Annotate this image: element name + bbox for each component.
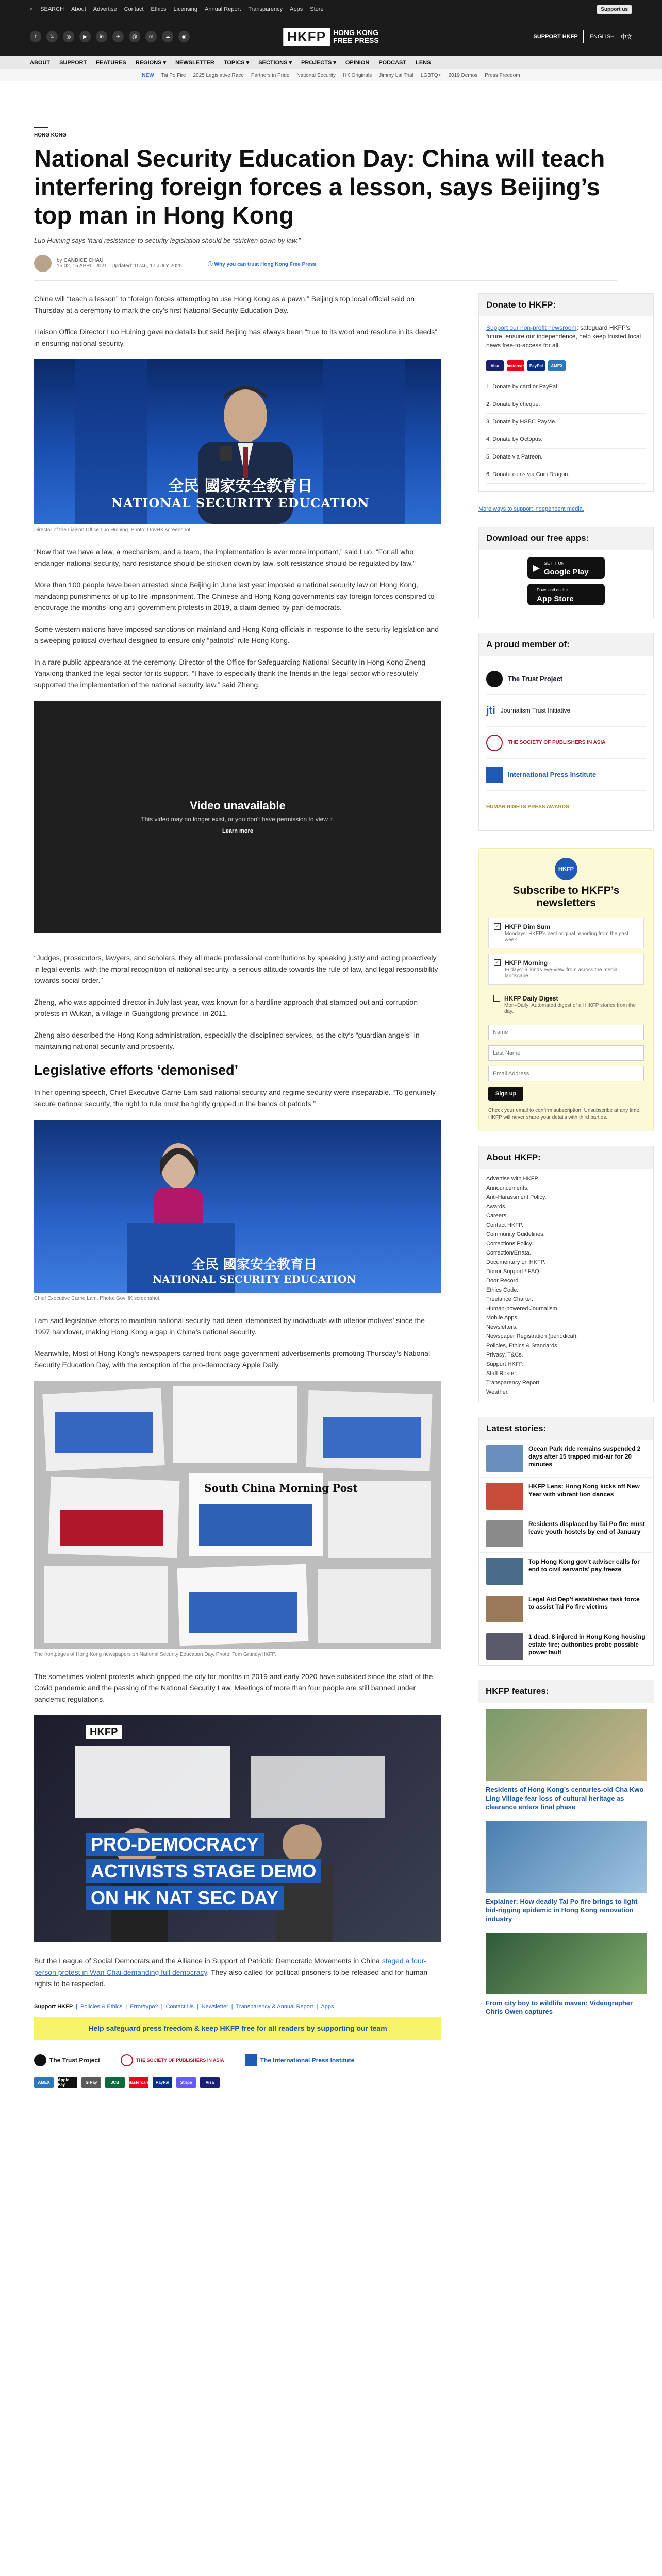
feature-image[interactable] <box>486 1709 647 1781</box>
story-item[interactable]: Residents displaced by Tai Po fire must leave youth hostels by end of January <box>479 1515 653 1553</box>
paragraph: Lam said legislative efforts to maintain national security had been ‘demonised by individuals with ulterior motives’ since the 1997 handover, making Hong Kong a gap in China’s national security. <box>34 1316 425 1336</box>
ipi-logo[interactable]: International Press Institute <box>486 759 646 791</box>
proud-member-widget <box>478 633 654 831</box>
mastercard-icon: Mastercard <box>129 2077 148 2088</box>
ipi-logo[interactable]: The International Press Institute <box>245 2054 355 2066</box>
section-heading: Legislative efforts ‘demonised’ <box>34 1062 239 1078</box>
trending-link[interactable]: HK Originals <box>342 72 372 78</box>
article-header <box>0 81 662 281</box>
about-link[interactable]: Awards. <box>486 1204 507 1210</box>
about-link[interactable]: Donor Support / FAQ. <box>486 1268 541 1275</box>
inline-link[interactable]: staged a four-person protest in Wan Chai demanding full democracy <box>34 1957 427 1976</box>
author-avatar <box>34 255 52 272</box>
support-links-row: Support HKFP | Policies & Ethics | Error/typo? | Contact Us | Newsletter | Transparency & Annual Report | Apps <box>34 2004 334 2010</box>
article-title: National Security Education Day: China will teach interfering foreign forces a lesson, says Beijing’s top man in Hong Kong <box>34 145 605 229</box>
top-utility-bar <box>0 0 662 19</box>
features-title: HKFP features: <box>478 1680 654 1703</box>
story-thumbnail <box>486 1558 523 1585</box>
about-link[interactable]: Anti-Harassment Policy. <box>486 1194 547 1200</box>
trust-link[interactable]: ⓘ Why you can trust Hong Kong Free Press <box>207 261 316 267</box>
about-link[interactable]: Ethics Code. <box>486 1287 519 1293</box>
donate-option[interactable]: 3. Donate by HSBC PayMe. <box>486 414 646 431</box>
donate-option[interactable]: 2. Donate by cheque. <box>486 396 646 414</box>
trust-project-logo[interactable]: The Trust Project <box>34 2054 100 2066</box>
about-link[interactable]: Transparency Report. <box>486 1380 541 1386</box>
proud-title: A proud member of: <box>479 633 653 656</box>
story-item[interactable]: Ocean Park ride remains suspended 2 days after 15 trapped mid-air for 20 minutes <box>479 1440 653 1478</box>
story-thumbnail <box>486 1445 523 1472</box>
visa-icon: Visa <box>200 2077 220 2088</box>
promo-headline-line1: PRO-DEMOCRACY <box>86 1833 264 1856</box>
photo-sign-english: NATIONAL SECURITY EDUCATION <box>111 496 370 511</box>
topbar-link-store[interactable]: Store <box>310 6 324 12</box>
about-link[interactable]: Careers. <box>486 1213 508 1219</box>
trending-link[interactable]: LGBTQ+ <box>420 72 441 78</box>
photo-sign-english: NATIONAL SECURITY EDUCATION <box>153 1273 356 1285</box>
trending-bar <box>0 69 662 81</box>
donate-payment-icons <box>486 360 646 371</box>
newsletter-option-dimsum[interactable]: ✓ HKFP Dim Sum Mondays: HKFP’s best original reporting from the past week. <box>488 918 644 948</box>
app-store-button[interactable]: Download on the App Store <box>527 584 605 605</box>
support-hkfp-link[interactable]: Support HKFP <box>34 2004 73 2010</box>
nav-lens[interactable]: LENS <box>416 59 431 66</box>
bluesky-icon[interactable]: ☁ <box>162 31 173 42</box>
newspaper-stand-illustration <box>34 1381 441 1649</box>
logo-mark: HKFP <box>283 28 330 46</box>
story-thumbnail <box>486 1483 523 1510</box>
topbar-link-ethics[interactable]: Ethics <box>151 6 167 12</box>
story-thumbnail <box>486 1520 523 1547</box>
donate-option[interactable]: 1. Donate by card or PayPal. <box>486 379 646 396</box>
about-link[interactable]: Weather. <box>486 1389 509 1395</box>
feature-image[interactable] <box>486 1933 647 1994</box>
paragraph: Meanwhile, Most of Hong Kong’s newspapers carried front-page government advertisements promoting Thursday’s National Security Education Day, with the exception of the pro-democracy Apple Daily. <box>34 1349 431 1369</box>
photo-newspapers <box>34 1381 441 1649</box>
topbar-link-contact[interactable]: Contact <box>124 6 144 12</box>
photo-luo-huining <box>34 359 441 524</box>
about-link[interactable]: Announcements. <box>486 1185 529 1191</box>
jti-logo[interactable]: jti Journalism Trust Initiative <box>486 695 646 727</box>
donate-option[interactable]: 4. Donate by Octopus. <box>486 431 646 449</box>
about-widget <box>478 1146 654 1402</box>
paragraph: “Judges, prosecutors, lawyers, and scholars, they all made professional contributions by speaking justly and acting proactively in legal events, with the moral recognition of national security, a serious attitude towards the rule of law, and legal responsibility towards social order.” <box>34 954 438 985</box>
photo-carrie-lam <box>34 1120 441 1293</box>
trending-link[interactable]: Tai Po Fire <box>161 72 186 78</box>
support-banner[interactable]: Help safeguard press freedom & keep HKFP free for all readers by supporting our team <box>34 2017 441 2040</box>
nav-support[interactable]: SUPPORT <box>59 59 87 66</box>
article-body <box>34 293 441 2088</box>
donate-option[interactable]: 5. Donate via Patreon. <box>486 449 646 466</box>
footer-link[interactable]: Transparency & Annual Report <box>236 2004 313 2010</box>
feature-title[interactable]: From city boy to wildlife maven: Videographer Chris Owen captures <box>486 1999 633 2015</box>
footer-link[interactable]: Apps <box>321 2004 334 2010</box>
jcb-icon: JCB <box>105 2077 125 2088</box>
about-link[interactable]: Documentary on HKFP. <box>486 1259 545 1265</box>
topbar-link-transparency[interactable]: Transparency <box>248 6 283 12</box>
story-item[interactable]: HKFP Lens: Hong Kong kicks off New Year with vibrant lion dances <box>479 1478 653 1515</box>
search-icon[interactable]: ⌕ <box>30 6 34 12</box>
paragraph: In her opening speech, Chief Executive Carrie Lam said national security and regime security were inseparable. “To genuinely secure national security, the right to rule must be tightly gripped in the hands of patriots.” <box>34 1088 436 1108</box>
topbar-link-annual-report[interactable]: Annual Report <box>205 6 241 12</box>
stripe-icon: Stripe <box>176 2077 196 2088</box>
story-thumbnail <box>486 1596 523 1622</box>
trending-link[interactable]: Partners in Pride <box>251 72 290 78</box>
about-link[interactable]: Community Guidelines. <box>486 1231 545 1238</box>
about-link[interactable]: Newspaper Registration (periodical). <box>486 1333 578 1340</box>
topbar-link-licensing[interactable]: Licensing <box>173 6 197 12</box>
promo-logo: HKFP <box>86 1725 122 1739</box>
facebook-icon[interactable]: f <box>30 31 41 42</box>
features-widget <box>478 1680 654 2031</box>
about-link[interactable]: Door Record. <box>486 1278 520 1284</box>
story-thumbnail <box>486 1633 523 1660</box>
threads-icon[interactable]: @ <box>129 31 140 42</box>
paper-masthead: South China Morning Post <box>204 1482 358 1494</box>
about-link[interactable]: Human-powered Journalism. <box>486 1306 559 1312</box>
about-link[interactable]: Support HKFP. <box>486 1361 524 1367</box>
topbar-link-about[interactable]: About <box>71 6 86 12</box>
donate-widget: Donate to HKFP: Support our non-profit newsroom: safeguard HKFP’s future, ensure our independence, help keep trusted local news free-to-access for all. Visa Mastercard PayPal AMEX 1. Donate by card or PayPal. 2. Donate by cheque. 3. Donate by HSBC PayMe. 4. Donate by Octopus. 5. Donate via Patreon. 6. Donate coins via Coin Dragon. <box>478 293 654 492</box>
checkbox[interactable]: ✓ <box>494 923 501 930</box>
hrpa-logo[interactable]: HUMAN RIGHTS PRESS AWARDS <box>486 804 569 810</box>
first-name-input[interactable] <box>488 1025 644 1040</box>
support-hkfp-button[interactable]: SUPPORT HKFP <box>528 30 584 43</box>
promo-headline-line2: ACTIVISTS STAGE DEMO <box>86 1859 321 1883</box>
promo-headline-line3: ON HK NAT SEC DAY <box>86 1886 284 1910</box>
paragraph: The sometimes-violent protests which gripped the city for months in 2019 and early 2020 have subsided since the start of the Covid pandemic and the passing of the National Security Law. Meetings of more than four people are still banned under pandemic regulations. <box>34 1672 433 1703</box>
apps-title: Download our free apps: <box>479 527 653 550</box>
about-link[interactable]: Freelance Charter. <box>486 1296 534 1302</box>
subscribe-title: Subscribe to HKFP’s newsletters <box>512 885 620 909</box>
paragraph: “Now that we have a law, a mechanism, and a team, the implementation is ever more important,” said Luo. “For all who endanger national security, hard resistance should be stricken down by law, soft resistance should be regulated by law.” <box>34 548 416 567</box>
newsletter-option-morning[interactable]: ✓ HKFP Morning Fridays: 6 ‘kinds-eye-view’ from across the media landscape. <box>488 954 644 985</box>
photo-caption: Chief Executive Carrie Lam. Photo: GovHK screenshot. <box>34 1296 161 1301</box>
promo-video-thumbnail[interactable] <box>34 1715 441 1942</box>
x-icon[interactable]: 𝕏 <box>46 31 58 42</box>
author-name[interactable]: CANDICE CHAU <box>63 258 104 263</box>
mastercard-icon: Mastercard <box>507 360 524 371</box>
trust-project-logo[interactable]: The Trust Project <box>486 663 646 695</box>
paypal-icon: PayPal <box>153 2077 172 2088</box>
about-link[interactable]: Correction/Errata. <box>486 1250 531 1256</box>
about-link[interactable]: Privacy, T&Cs. <box>486 1352 523 1358</box>
footer-link[interactable]: Policies & Ethics <box>80 2004 123 2010</box>
site-logo[interactable] <box>283 28 378 46</box>
video-unavailable-title: Video unavailable <box>190 799 286 812</box>
article-dek: Luo Huining says ‘hard resistance’ to security legislation should be “stricken down by law.” <box>34 236 301 244</box>
article-category[interactable]: HONG KONG <box>34 132 67 138</box>
about-link[interactable]: Newsletters. <box>486 1324 518 1330</box>
feature-title[interactable]: Explainer: How deadly Tai Po fire brings to light bid-rigging epidemic in Hong Kong renovation industry <box>486 1897 638 1923</box>
photo-caption: Director of the Liaison Office Luo Huining. Photo: GovHK screenshot. <box>34 527 192 533</box>
category-rule <box>34 127 48 128</box>
paragraph: Zheng also described the Hong Kong administration, especially the disciplined services, as the city’s “guardian angels” in maintaining national security and prosperity. <box>34 1031 420 1050</box>
video-learn-more-link[interactable]: Learn more <box>222 828 253 834</box>
lang-chinese[interactable]: 中文 <box>621 34 632 40</box>
logo-line1: HONG KONG <box>333 28 378 37</box>
about-link[interactable]: Corrections Policy. <box>486 1241 533 1247</box>
about-link[interactable]: Contact HKFP. <box>486 1222 523 1228</box>
trending-link[interactable]: 2025 Legislative Race <box>193 72 244 78</box>
footer-link[interactable]: Contact Us <box>166 2004 194 2010</box>
footer-link[interactable]: Newsletter <box>201 2004 228 2010</box>
video-embed[interactable] <box>34 701 441 933</box>
updated-date: Updated: 15:46, 17 JULY 2025 <box>111 263 182 269</box>
apps-widget <box>478 527 654 618</box>
trending-link[interactable]: National Security <box>296 72 336 78</box>
donate-option[interactable]: 6. Donate coins via Coin Dragon. <box>486 466 646 484</box>
story-item[interactable]: Legal Aid Dep’t establishes task force to assist Tai Po fire victims <box>479 1590 653 1628</box>
paragraph: China will “teach a lesson” to “foreign forces attempting to use Hong Kong as a pawn,” Beijing’s top local official said on Thursday at a ceremony to mark the city’s first National Security Education Day. <box>34 295 415 314</box>
youtube-icon[interactable]: ▶ <box>79 31 91 42</box>
mastodon-icon[interactable]: m <box>145 31 157 42</box>
lang-english[interactable]: ENGLISH <box>589 33 615 40</box>
brand-bar <box>0 19 662 55</box>
checkbox[interactable] <box>493 995 500 1002</box>
about-link[interactable]: Mobile Apps. <box>486 1315 519 1321</box>
topbar-link-advertise[interactable]: Advertise <box>93 6 117 12</box>
main-nav <box>0 55 662 69</box>
paragraph: In a rare public appearance at the ceremony, Director of the Office for Safeguarding National Security in Hong Kong Zheng Yanxiong thanked the legal sector for its support. “I have to especially thank the friends in the legal sector who resolutely supported the implementation of the national security law,” said Zheng. <box>34 658 426 689</box>
feature-title[interactable]: Residents of Hong Kong’s centuries-old Cha Kwo Ling Village fear loss of cultural heritage as clearance enters final phase <box>486 1786 644 1811</box>
subscribe-note: Check your email to confirm subscription. Unsubscribe at any time. HKFP will never share your details with third parties. <box>488 1108 641 1121</box>
footer-link[interactable]: Error/typo? <box>130 2004 158 2010</box>
donate-link[interactable]: Support our non-profit newsroom <box>486 324 577 331</box>
member-logos-row <box>34 2054 441 2066</box>
logo-line2: FREE PRESS <box>333 36 379 44</box>
nav-regions[interactable]: REGIONS ▾ <box>135 60 167 66</box>
photo-caption: The frontpages of Hong Kong newspapers on National Security Education Day. Photo: Tom Grundy/HKFP. <box>34 1652 276 1657</box>
about-links <box>479 1169 653 1402</box>
nav-projects[interactable]: PROJECTS ▾ <box>301 60 336 66</box>
trending-link[interactable]: 2019 Demos <box>448 72 478 78</box>
play-store-icon: ▶ <box>533 562 540 573</box>
about-title: About HKFP: <box>479 1146 653 1169</box>
google-play-button[interactable]: ▶ GET IT ON Google Play <box>527 557 605 579</box>
paragraph: Zheng, who was appointed director in July last year, was known for a hardline approach that stamped out anti-corruption protests in Wukan, a village in Guangdong province, in 2011. <box>34 998 418 1018</box>
topbar-link-apps[interactable]: Apps <box>290 6 303 12</box>
about-link[interactable]: Staff Roster. <box>486 1370 518 1377</box>
paragraph: Some western nations have imposed sanctions on mainland and Hong Kong officials in response to the security legislation and a sweeping political overhaul designed to ensure only “patriots” rule Hong Kong. <box>34 625 439 645</box>
newsletter-signup <box>478 848 654 1131</box>
payment-methods <box>34 2077 441 2088</box>
donate-options <box>486 379 646 484</box>
support-us-pill[interactable]: Support us <box>597 5 632 14</box>
nav-podcast[interactable]: PODCAST <box>378 59 407 66</box>
photo-sign-chinese: 全民 國家安全教育日 <box>191 1257 317 1273</box>
hkfp-badge: HKFP <box>555 858 577 880</box>
story-item[interactable]: Top Hong Kong gov’t adviser calls for end to civil servants’ pay freeze <box>479 1553 653 1590</box>
email-input[interactable] <box>488 1066 644 1081</box>
new-badge: NEW <box>142 72 154 78</box>
feature-image[interactable] <box>486 1821 647 1893</box>
signup-button[interactable]: Sign up <box>488 1087 523 1101</box>
google-pay-icon: G Pay <box>81 2077 101 2088</box>
trending-link[interactable]: Press Freedom <box>485 72 520 78</box>
about-link[interactable]: Advertise with HKFP. <box>486 1176 539 1182</box>
telegram-icon[interactable]: ✈ <box>112 31 124 42</box>
apple-pay-icon: Apple Pay <box>58 2077 77 2088</box>
newsletter-option-digest[interactable]: HKFP Daily Digest Mon–Daily: Automated digest of all HKFP stories from the day. <box>488 990 644 1020</box>
publish-date: 15:02, 15 APRIL 2021 <box>57 263 107 269</box>
rss-icon[interactable]: ◉ <box>178 31 190 42</box>
more-ways-link[interactable]: More ways to support independent media. <box>478 506 584 512</box>
sidebar <box>478 293 654 2088</box>
story-item[interactable]: 1 dead, 8 injured in Hong Kong housing estate fire; authorities probe possible power fault <box>479 1628 653 1665</box>
paypal-icon: PayPal <box>527 360 545 371</box>
video-unavailable-message: This video may no longer exist, or you don't have permission to view it. <box>141 816 335 823</box>
latest-title: Latest stories: <box>479 1417 653 1440</box>
search-link[interactable]: SEARCH <box>40 6 64 12</box>
sopa-logo[interactable]: THE SOCIETY OF PUBLISHERS IN ASIA <box>121 2054 224 2066</box>
byline-prefix: by <box>57 258 62 263</box>
nav-features[interactable]: FEATURES <box>96 59 126 66</box>
instagram-icon[interactable]: ◎ <box>63 31 74 42</box>
nav-opinion[interactable]: OPINION <box>345 59 370 66</box>
paragraph: More than 100 people have been arrested since Beijing in June last year imposed a national security law on Hong Kong, mandating punishments of up to life imprisonment. The Chinese and Hong Kong governments say foreign forces conspired to encourage the months-long anti-government protests in 2019, a claim denied by pan-democrats. <box>34 581 435 612</box>
amex-icon: AMEX <box>548 360 566 371</box>
linkedin-icon[interactable]: in <box>96 31 107 42</box>
visa-icon: Visa <box>486 360 504 371</box>
nav-newsletter[interactable]: NEWSLETTER <box>175 59 214 66</box>
nav-sections[interactable]: SECTIONS ▾ <box>258 60 292 66</box>
last-name-input[interactable] <box>488 1045 644 1061</box>
social-links <box>30 31 190 42</box>
photo-sign-chinese: 全民 國家安全教育日 <box>168 477 313 495</box>
nav-about[interactable]: ABOUT <box>30 59 51 66</box>
donate-title: Donate to HKFP: <box>479 294 653 316</box>
trending-link[interactable]: Jimmy Lai Trial <box>379 72 413 78</box>
byline: by CANDICE CHAU 15:02, 15 APRIL 2021 · Updated: 15:46, 17 JULY 2025 ⓘ Why you can trust Hong Kong Free Press <box>34 255 617 281</box>
latest-stories-widget <box>478 1417 654 1666</box>
paragraph: Liaison Office Director Luo Huining gave no details but said Beijing has always been “true to its word and resolute in its deeds” in ensuring national security. <box>34 328 437 347</box>
about-link[interactable]: Policies, Ethics & Standards. <box>486 1343 559 1349</box>
paragraph: But the League of Social Democrats and the Alliance in Support of Patriotic Democratic Movements in China staged a four-person protest in Wan Chai demanding full democracy. They also called for political prisoners to be released and for human rights to be respected. <box>34 1957 428 1988</box>
amex-icon: AMEX <box>34 2077 54 2088</box>
sopa-logo[interactable]: THE SOCIETY OF PUBLISHERS IN ASIA <box>486 727 646 759</box>
nav-topics[interactable]: TOPICS ▾ <box>223 60 250 66</box>
checkbox[interactable]: ✓ <box>494 959 501 966</box>
